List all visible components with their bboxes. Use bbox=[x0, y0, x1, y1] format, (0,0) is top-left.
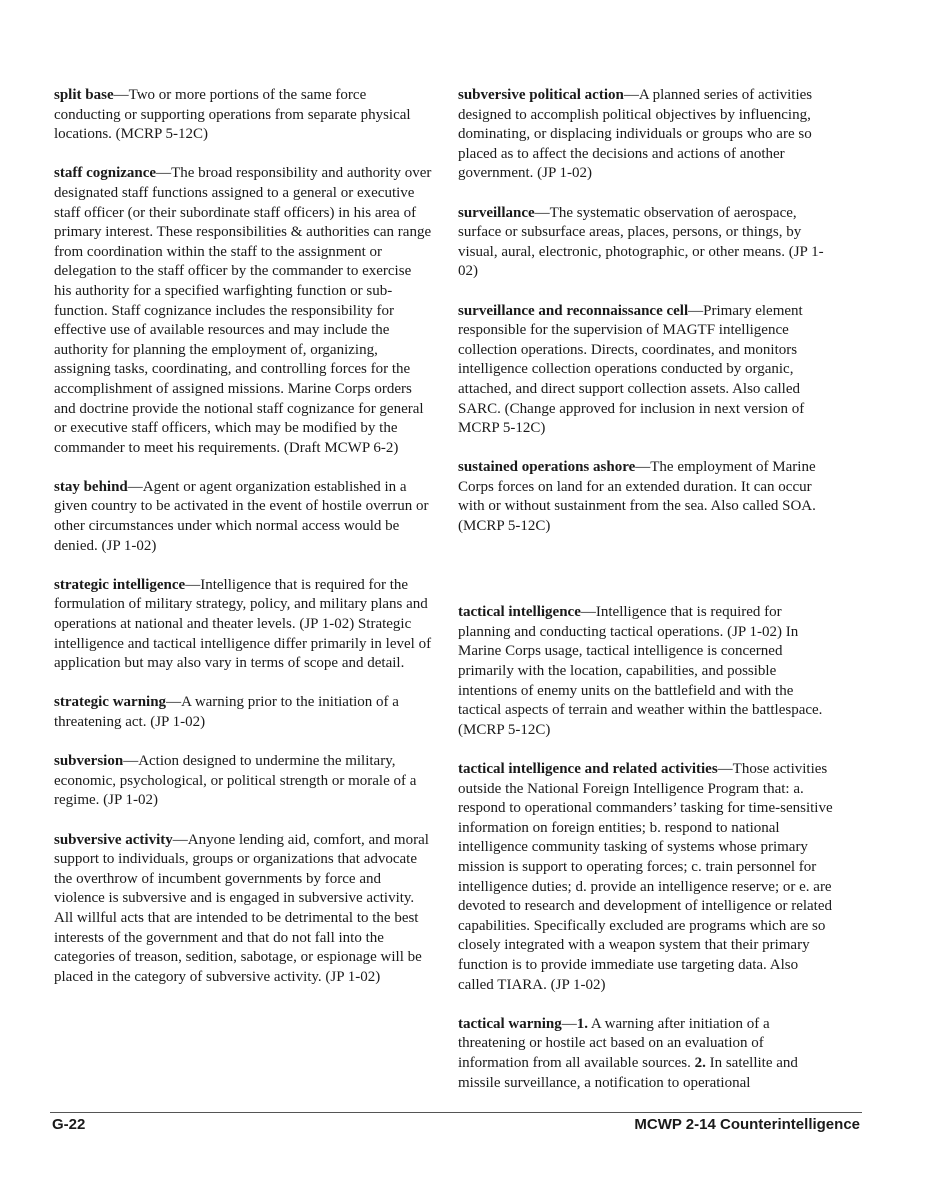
definition: —A warning prior to the initiation of a threatening act. (JP 1-02) bbox=[54, 694, 399, 730]
term: subversion bbox=[54, 753, 124, 770]
glossary-entry-subversive-political-action bbox=[458, 86, 836, 184]
glossary-entry-staff-cognizance bbox=[54, 164, 432, 458]
term: tactical intelligence and related activities bbox=[458, 761, 718, 777]
glossary-entry-strategic-warning bbox=[54, 693, 432, 732]
right-column bbox=[458, 86, 836, 1113]
glossary-entry-stay-behind bbox=[54, 478, 432, 556]
term: strategic warning bbox=[54, 694, 167, 711]
definition: —Anyone lending aid, comfort, and moral support to individuals, groups or organizations that advocate the overthrow of incumbent governments by force and violence is subversive and is engaged in subversive activity. All willful acts that are intended to be detrimental to the best interests of the government and that do not fall into the categories of treason, sedition, sabotage, or espionage will be placed in the category of subversive activity. (JP 1-02) bbox=[54, 831, 429, 985]
term: tactical warning bbox=[458, 1015, 562, 1032]
term: subversive political action bbox=[458, 87, 624, 103]
page-number: G-22 bbox=[52, 1116, 86, 1133]
definition: —The employment of Marine Corps forces on land for an extended duration. It can occur with or without sustainment from the sea. Also called SOA. (MCRP 5-12C) bbox=[458, 459, 816, 535]
definition: —Primary element responsible for the supervision of MAGTF intelligence collection operations. Directs, coordinates, and monitors intelligence collection operations conducted by organic, attached, and direct support collection assets. Also called SARC. (Change approved for inclusion in next version of MCRP 5-12C) bbox=[458, 302, 805, 437]
glossary-entry-tactical-warning bbox=[458, 1015, 836, 1093]
definition: —Agent or agent organization established in a given country to be activated in the event of hostile overrun or other circumstances under which normal access would be denied. (JP 1-02) bbox=[54, 478, 429, 554]
term: surveillance bbox=[458, 204, 535, 221]
publication-title: MCWP 2-14 Counterintelligence bbox=[634, 1116, 860, 1133]
definition: —The systematic observation of aerospace, surface or subsurface areas, places, persons, or things, by visual, aural, electronic, photographic, or other means. (JP 1-02) bbox=[458, 204, 824, 280]
glossary-entry-tactical-intelligence bbox=[458, 603, 836, 740]
term: strategic intelligence bbox=[54, 576, 186, 593]
term: stay behind bbox=[54, 478, 128, 495]
footer-rule bbox=[50, 1112, 862, 1113]
term: split base bbox=[54, 87, 114, 103]
definition-dash: — bbox=[561, 1015, 577, 1032]
definition: —Intelligence that is required for planning and conducting tactical operations. (JP 1-02) In Marine Corps usage, tactical intelligence is concerned primarily with the location, capabilities, and possible intentions of enemy units on the battlefield and with the tactical aspects of terrain and weather within the battlespace. (MCRP 5-12C) bbox=[458, 604, 823, 738]
definition-part-1: A warning after initiation of a threatening or hostile act based on an evaluation of information from all available sources. bbox=[458, 1015, 770, 1071]
definition: —The broad responsibility and authority over designated staff functions assigned to a general or executive staff officer (or their subordinate staff officers) in his area of primary interest. These responsibilities & authorities can range from coordination within the staff to the assignment or delegation to the staff officer by the commander to exercise his authority for a specified warfighting function or sub-function. Staff cognizance includes the responsibility for effective use of available resources and may include the authority for planning the employment of, organizing, assigning tasks, coordinating, and controlling forces for the accomplishment of assigned missions. Marine Corps orders and doctrine provide the notional staff cognizance for general or executive staff officers, which may be modified by the commander to meet his requirements. (Draft MCWP 6-2) bbox=[54, 165, 432, 456]
definition-part-2: In satellite and missile surveillance, a notification to operational bbox=[458, 1054, 798, 1091]
definition: —Those activities outside the National Foreign Intelligence Program that: a. respond to operational commanders’ tasking for time-sensitive information on foreign entities; b. respond to national intelligence community tasking of systems whose primary mission is support to operating forces; c. train personnel for intelligence duties; d. provide an intelligence reserve; or e. are devoted to research and development of intelligence or related capabilities. Specifically excluded are programs which are so closely integrated with a weapon system that their primary function is to provide immediate use targeting data. Also called TIARA. (JP 1-02) bbox=[458, 761, 833, 993]
glossary-entry-split-base bbox=[54, 86, 432, 145]
term: staff cognizance bbox=[54, 165, 157, 182]
definition: —Action designed to undermine the military, economic, psychological, or political strength or morale of a regime. (JP 1-02) bbox=[54, 753, 417, 809]
glossary-entry-strategic-intelligence bbox=[54, 576, 432, 674]
definition: —Two or more portions of the same force conducting or supporting operations from separate physical locations. (MCRP 5-12C) bbox=[54, 87, 411, 143]
glossary-entry-subversion bbox=[54, 752, 432, 811]
term: sustained operations ashore bbox=[458, 459, 636, 476]
term: tactical intelligence bbox=[458, 604, 581, 621]
definition: —A planned series of activities designed to accomplish political objectives by influencing, dominating, or displacing individuals or groups who are so placed as to affect the decisions and actions of another government. (JP 1-02) bbox=[458, 87, 813, 182]
glossary-entry-tactical-intelligence-and-related-activities bbox=[458, 760, 836, 995]
definition-number-2: 2. bbox=[694, 1054, 706, 1071]
term: surveillance and reconnaissance cell bbox=[458, 302, 689, 319]
left-column bbox=[54, 86, 432, 1007]
term: subversive activity bbox=[54, 831, 173, 848]
glossary-entry-surveillance-and-reconnaissance-cell bbox=[458, 302, 836, 439]
definition: —Intelligence that is required for the formulation of military strategy, policy, and military plans and operations at national and theater levels. (JP 1-02) Strategic intelligence and tactical intelligence differ primarily in level of application but may also vary in terms of scope and detail. bbox=[54, 576, 432, 672]
glossary-entry-subversive-activity bbox=[54, 831, 432, 988]
section-gap bbox=[458, 556, 836, 603]
glossary-entry-surveillance bbox=[458, 204, 836, 282]
glossary-entry-sustained-operations-ashore bbox=[458, 458, 836, 536]
definition-number-1: 1. bbox=[576, 1015, 588, 1032]
